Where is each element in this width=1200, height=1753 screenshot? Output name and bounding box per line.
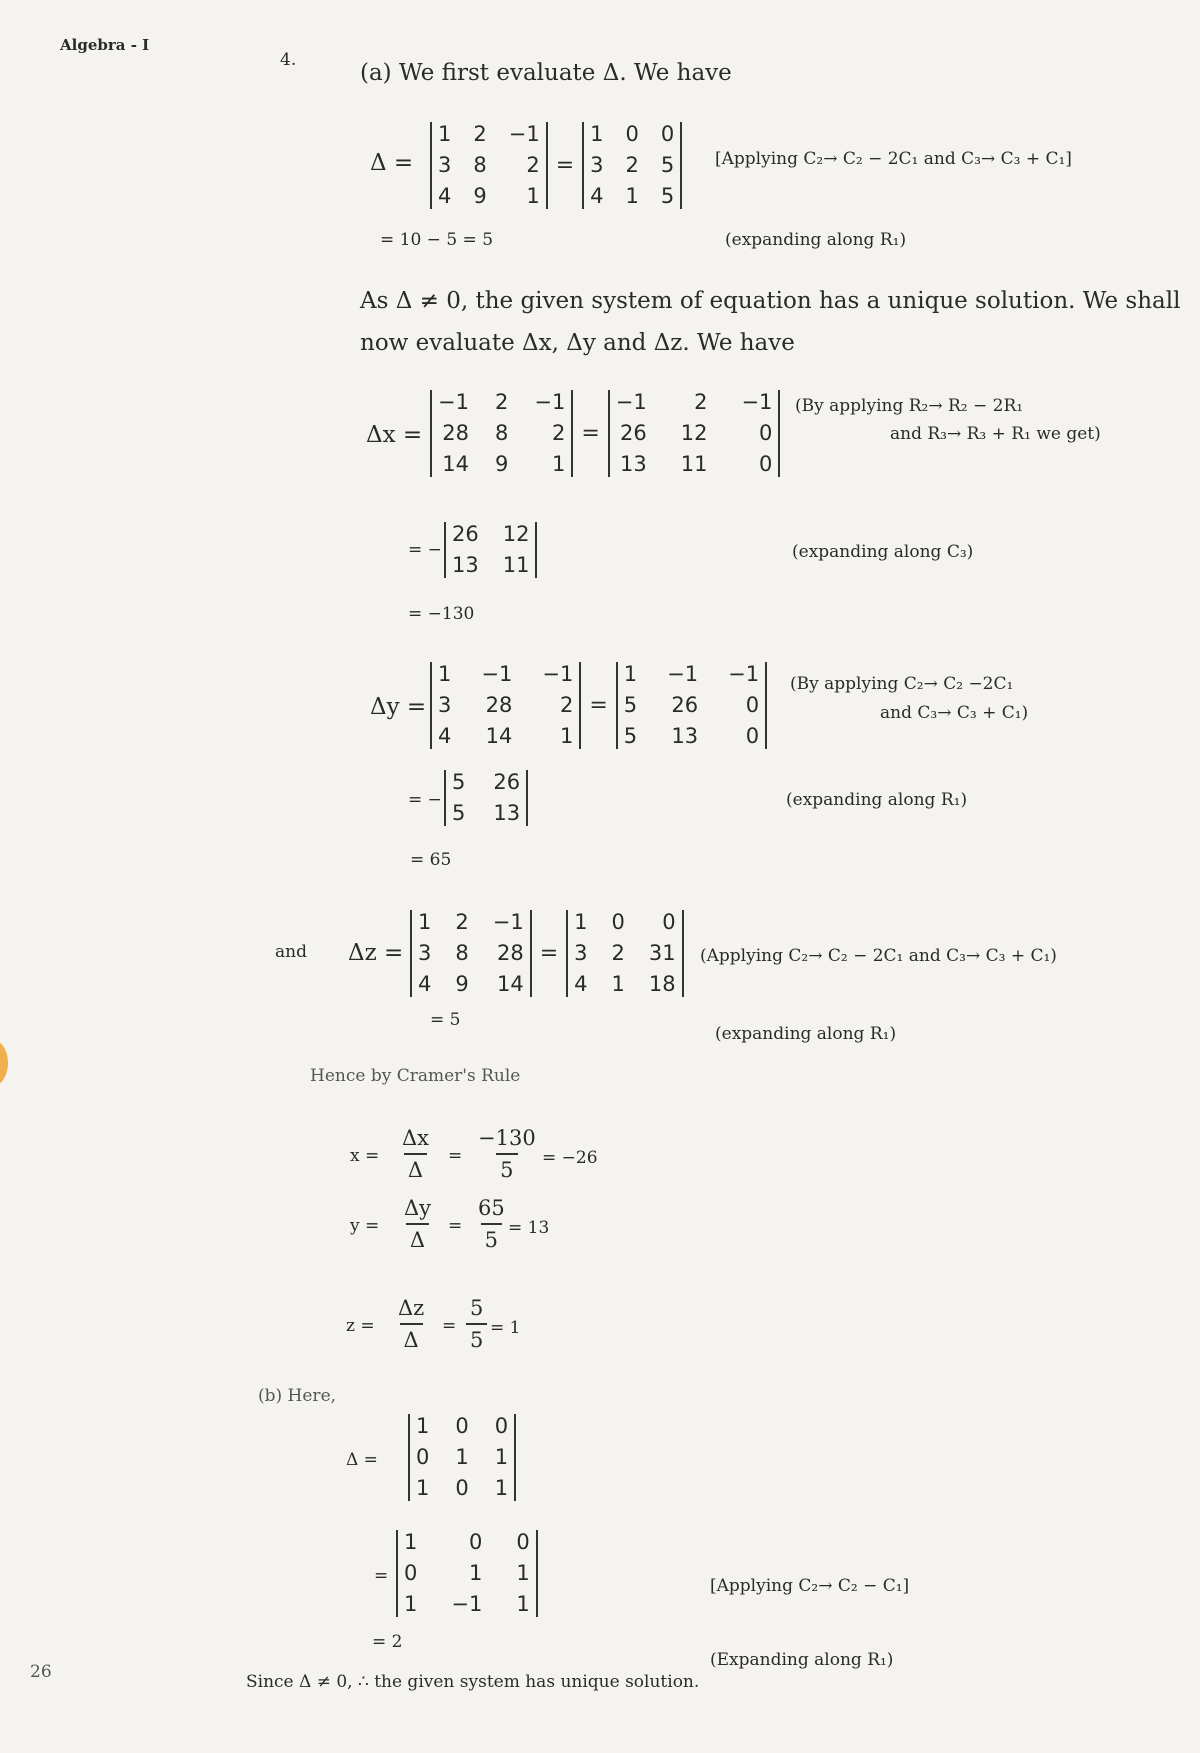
part-b-result: = 2 xyxy=(372,1632,403,1652)
matrix-entry: 5 xyxy=(496,1153,517,1182)
matrix-entry: −1 xyxy=(492,910,524,934)
matrix-entry: 14 xyxy=(442,452,469,476)
matrix-entry: 26 xyxy=(671,693,699,717)
matrix-entry: Δy xyxy=(404,1196,432,1220)
matrix-entry: 8 xyxy=(473,153,487,177)
matrix-entry: 1 xyxy=(625,184,639,208)
matrix-entry: Δ xyxy=(400,1323,423,1352)
matrix-entry: 2 xyxy=(611,941,625,965)
cramer-heading: Hence by Cramer's Rule xyxy=(310,1066,521,1086)
delta-x-note-1: (By applying R₂→ R₂ − 2R₁ xyxy=(795,396,1024,416)
matrix-entry: 5 xyxy=(470,1296,484,1320)
matrix-entry: 5 xyxy=(466,1323,487,1352)
matrix-entry: 26 xyxy=(452,522,479,546)
matrix-entry: 1 xyxy=(404,1530,418,1554)
matrix-entry: 0 xyxy=(759,421,773,445)
y-result: = 13 xyxy=(508,1218,550,1238)
delta-x-minor-prefix: = − xyxy=(408,540,442,560)
y-lhs: y = xyxy=(350,1216,380,1236)
matrix-grid xyxy=(446,522,535,578)
equals-sign: = xyxy=(581,421,600,446)
matrix-entry: 5 xyxy=(660,153,675,177)
matrix-grid xyxy=(398,1530,536,1617)
matrix-entry: 5 xyxy=(660,184,675,208)
matrix-entry: 5 xyxy=(452,801,466,825)
matrix-grid xyxy=(618,662,765,749)
matrix-entry: −1 xyxy=(728,662,760,686)
x-lhs: x = xyxy=(350,1146,380,1166)
matrix-entry: 28 xyxy=(442,421,469,445)
matrix-entry: 9 xyxy=(473,184,487,208)
matrix-entry: 3 xyxy=(418,941,432,965)
matrix-grid xyxy=(610,390,779,477)
delta-note: [Applying C₂→ C₂ − 2C₁ and C₃→ C₃ + C₁] xyxy=(715,149,1072,169)
matrix-entry: Δ xyxy=(404,1153,427,1182)
delta-y-minor xyxy=(444,770,528,826)
part-b-conclusion: Since Δ ≠ 0, ∴ the given system has unique solution. xyxy=(246,1672,700,1692)
delta-y-minor-prefix: = − xyxy=(408,790,442,810)
matrix-entry: 1 xyxy=(623,662,638,686)
matrix-entry: 2 xyxy=(551,421,566,445)
matrix-entry: 5 xyxy=(623,693,638,717)
determinant-bar xyxy=(682,910,684,997)
delta-y-matrices xyxy=(430,662,767,749)
matrix-entry: 2 xyxy=(559,693,574,717)
matrix-entry: 3 xyxy=(590,153,604,177)
matrix-entry: 1 xyxy=(526,184,540,208)
determinant-bar xyxy=(765,662,767,749)
matrix-entry: 12 xyxy=(502,522,530,546)
matrix-entry: 0 xyxy=(611,910,625,934)
delta-result: = 10 − 5 = 5 xyxy=(380,230,494,250)
delta-y-minor-note: (expanding along R₁) xyxy=(786,790,968,810)
matrix-entry: 1 xyxy=(516,1592,530,1616)
x-frac-2 xyxy=(474,1126,540,1182)
matrix-entry: 13 xyxy=(619,452,647,476)
matrix-entry: 0 xyxy=(625,122,639,146)
matrix-entry: 4 xyxy=(590,184,604,208)
determinant-bar xyxy=(514,1414,516,1501)
matrix-entry: 1 xyxy=(551,452,566,476)
matrix-entry: 0 xyxy=(494,1414,509,1438)
delta-matrix-2-cells xyxy=(584,122,680,209)
equals-sign: = xyxy=(555,153,575,178)
matrix-entry: 1 xyxy=(455,1445,469,1469)
z-lhs: z = xyxy=(346,1316,375,1336)
z-eq-sign: = xyxy=(442,1316,457,1336)
matrix-entry: 11 xyxy=(502,553,530,577)
delta-z-result-note: (expanding along R₁) xyxy=(715,1024,897,1044)
unique-line-1: As Δ ≠ 0, the given system of equation has a unique solution. We shall xyxy=(360,288,1181,314)
matrix-entry: 1 xyxy=(590,122,604,146)
matrix-entry: 0 xyxy=(759,452,773,476)
delta-y-result: = 65 xyxy=(410,850,452,870)
matrix-entry: Δ xyxy=(406,1223,429,1252)
matrix-entry: 14 xyxy=(496,972,524,996)
matrix-grid xyxy=(432,390,571,477)
part-b-note: [Applying C₂→ C₂ − C₁] xyxy=(710,1576,910,1596)
matrix-entry: 9 xyxy=(455,972,469,996)
question-number: 4. xyxy=(280,50,297,70)
matrix-entry: 3 xyxy=(438,153,452,177)
delta-y-note-1: (By applying C₂→ C₂ −2C₁ xyxy=(790,674,1014,694)
matrix-entry: 18 xyxy=(648,972,676,996)
matrix-entry: 13 xyxy=(493,801,521,825)
matrix-entry: 13 xyxy=(671,724,699,748)
matrix-grid xyxy=(446,770,526,826)
equals-sign: = xyxy=(539,941,559,966)
matrix-entry: 5 xyxy=(623,724,638,748)
delta-x-label: Δx = xyxy=(366,422,423,448)
matrix-entry: 2 xyxy=(455,910,469,934)
part-b-matrix-1 xyxy=(408,1414,516,1501)
matrix-entry: 13 xyxy=(452,553,479,577)
matrix-entry: 2 xyxy=(625,153,639,177)
delta-y-note-2: and C₃→ C₃ + C₁) xyxy=(880,703,1029,723)
matrix-entry: 4 xyxy=(438,724,452,748)
equals-sign: = xyxy=(589,693,608,718)
matrix-entry: 3 xyxy=(574,941,588,965)
y-eq-sign: = xyxy=(448,1216,463,1236)
delta-x-minor-note: (expanding along C₃) xyxy=(792,542,974,562)
matrix-entry: 0 xyxy=(516,1530,530,1554)
part-b-matrix-2 xyxy=(396,1530,538,1617)
delta-x-note-2: and R₃→ R₃ + R₁ we get) xyxy=(890,424,1101,444)
matrix-entry: 14 xyxy=(485,724,513,748)
matrix-entry: 0 xyxy=(455,1414,469,1438)
delta-z-result: = 5 xyxy=(430,1010,461,1030)
matrix-entry: 1 xyxy=(494,1445,509,1469)
matrix-entry: 3 xyxy=(438,693,452,717)
matrix-entry: 28 xyxy=(485,693,513,717)
delta-x-minor xyxy=(444,522,537,578)
x-frac-1 xyxy=(398,1126,433,1182)
matrix-entry: −1 xyxy=(438,390,469,414)
matrix-entry: −130 xyxy=(478,1126,536,1150)
matrix-entry: 26 xyxy=(619,421,647,445)
matrix-entry: Δx xyxy=(402,1126,430,1150)
matrix-entry: Δz xyxy=(398,1296,425,1320)
delta-matrix-1 xyxy=(430,122,682,209)
matrix-entry: 2 xyxy=(473,122,487,146)
matrix-entry: 4 xyxy=(438,184,452,208)
matrix-entry: −1 xyxy=(534,390,566,414)
matrix-entry: 1 xyxy=(559,724,574,748)
part-a-intro: (a) We first evaluate Δ. We have xyxy=(360,60,732,86)
matrix-entry: 1 xyxy=(574,910,588,934)
matrix-entry: 1 xyxy=(438,122,452,146)
delta-z-note: (Applying C₂→ C₂ − 2C₁ and C₃→ C₃ + C₁) xyxy=(700,946,1057,966)
matrix-entry: −1 xyxy=(615,390,647,414)
matrix-entry: 1 xyxy=(416,1414,430,1438)
delta-result-note: (expanding along R₁) xyxy=(725,230,907,250)
matrix-entry: −1 xyxy=(451,1592,483,1616)
matrix-grid xyxy=(412,910,530,997)
matrix-entry: 2 xyxy=(526,153,540,177)
z-frac-1 xyxy=(394,1296,428,1352)
matrix-entry: 12 xyxy=(680,421,708,445)
matrix-entry: 0 xyxy=(745,724,760,748)
matrix-entry: 0 xyxy=(745,693,760,717)
matrix-entry: 4 xyxy=(574,972,588,996)
part-b-delta-label: Δ = xyxy=(346,1450,378,1470)
matrix-entry: 1 xyxy=(418,910,432,934)
y-frac-1 xyxy=(400,1196,435,1252)
delta-z-label: Δz = xyxy=(348,940,404,966)
determinant-bar xyxy=(535,522,537,578)
delta-x-matrices xyxy=(430,390,780,477)
delta-label: Δ = xyxy=(370,150,414,176)
delta-x-result: = −130 xyxy=(408,604,475,624)
part-b-result-note: (Expanding along R₁) xyxy=(710,1650,894,1670)
determinant-bar xyxy=(536,1530,538,1617)
matrix-entry: 2 xyxy=(694,390,708,414)
matrix-entry: 1 xyxy=(516,1561,530,1585)
matrix-entry: 1 xyxy=(438,662,452,686)
book-header: Algebra - I xyxy=(60,36,150,54)
matrix-entry: 0 xyxy=(404,1561,418,1585)
delta-matrix-1-cells xyxy=(432,122,546,209)
matrix-entry: 28 xyxy=(496,941,524,965)
matrix-entry: 1 xyxy=(611,972,625,996)
matrix-entry: 0 xyxy=(662,910,676,934)
matrix-entry: 65 xyxy=(478,1196,505,1220)
determinant-bar xyxy=(526,770,528,826)
matrix-entry: 8 xyxy=(494,421,509,445)
delta-y-label: Δy = xyxy=(370,694,427,720)
z-result: = 1 xyxy=(490,1318,521,1338)
matrix-entry: 5 xyxy=(481,1223,502,1252)
and-word: and xyxy=(275,942,307,962)
matrix-entry: 0 xyxy=(660,122,675,146)
matrix-entry: −1 xyxy=(542,662,574,686)
matrix-entry: 31 xyxy=(648,941,676,965)
y-frac-2 xyxy=(474,1196,509,1252)
x-result: = −26 xyxy=(542,1148,598,1168)
matrix-entry: 1 xyxy=(416,1476,430,1500)
determinant-bar xyxy=(680,122,682,209)
matrix-grid xyxy=(410,1414,514,1501)
determinant-bar xyxy=(778,390,780,477)
page-edge-mark xyxy=(0,1040,8,1086)
unique-line-2: now evaluate Δx, Δy and Δz. We have xyxy=(360,330,795,356)
matrix-entry: 1 xyxy=(494,1476,509,1500)
part-b-eq-sign: = xyxy=(374,1566,389,1586)
matrix-entry: 1 xyxy=(404,1592,418,1616)
matrix-entry: 0 xyxy=(416,1445,430,1469)
matrix-entry: 9 xyxy=(494,452,509,476)
matrix-entry: 1 xyxy=(468,1561,483,1585)
matrix-entry: 5 xyxy=(452,770,466,794)
part-b-intro: (b) Here, xyxy=(258,1386,337,1406)
matrix-entry: −1 xyxy=(667,662,699,686)
matrix-entry: 4 xyxy=(418,972,432,996)
page-number: 26 xyxy=(30,1662,52,1682)
matrix-entry: 2 xyxy=(494,390,509,414)
matrix-entry: 26 xyxy=(493,770,521,794)
matrix-grid xyxy=(568,910,681,997)
matrix-entry: 11 xyxy=(680,452,708,476)
matrix-entry: −1 xyxy=(741,390,773,414)
matrix-entry: −1 xyxy=(481,662,513,686)
matrix-grid xyxy=(432,662,579,749)
z-frac-2 xyxy=(466,1296,487,1352)
delta-z-matrices xyxy=(410,910,684,997)
matrix-entry: 0 xyxy=(468,1530,483,1554)
matrix-entry: −1 xyxy=(508,122,540,146)
matrix-entry: 8 xyxy=(455,941,469,965)
matrix-entry: 0 xyxy=(455,1476,469,1500)
x-eq-sign: = xyxy=(448,1146,463,1166)
